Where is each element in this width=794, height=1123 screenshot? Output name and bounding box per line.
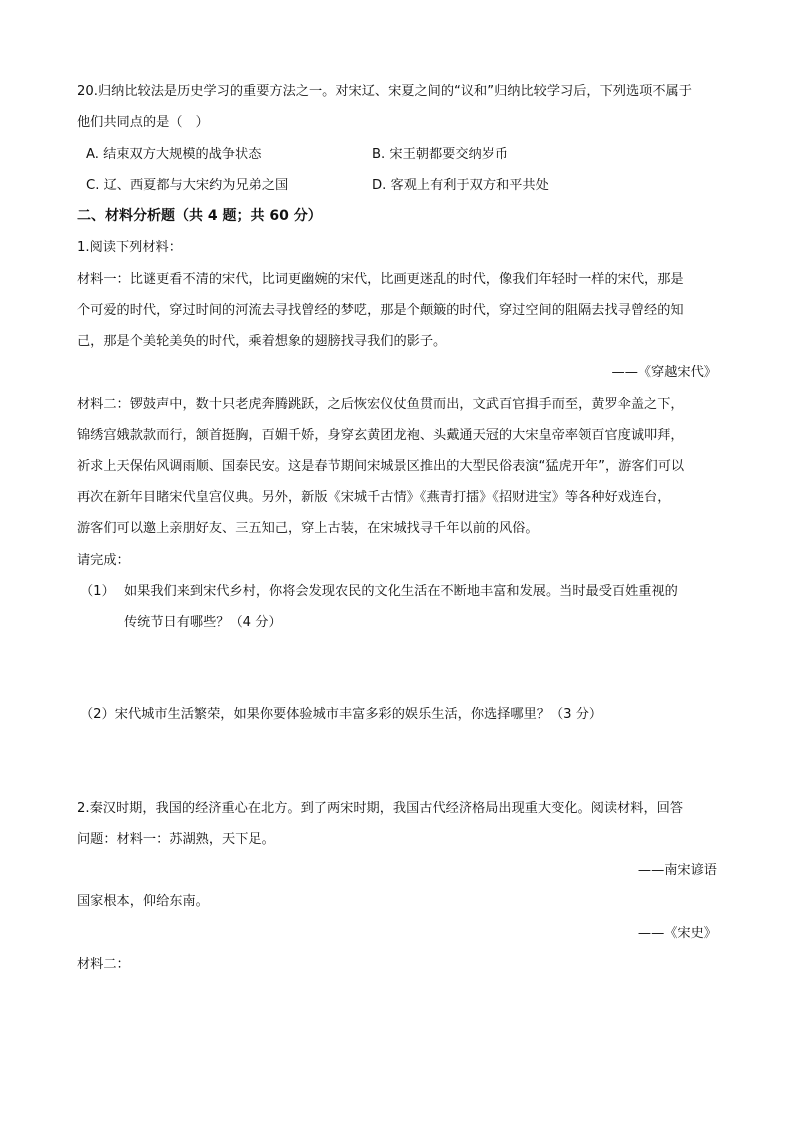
q1-material1-source: ——《穿越宋代》 <box>611 365 717 380</box>
q1-material2-line4: 再次在新年目睹宋代皇宫仪典。另外，新版《宋城千古情》《燕青打擂》《招财进宝》等各种好戏连台， <box>77 490 671 505</box>
q2-line2: 问题：材料一：苏湖熟，天下足。 <box>77 832 275 847</box>
q1-prompt: 请完成： <box>77 553 130 568</box>
q20-option-d: D. 客观上有利于双方和平共处 <box>372 178 549 193</box>
q1-sub1-line2: 传统节日有哪些？（4 分） <box>124 615 282 630</box>
q1-material1-line2: 个可爱的时代，穿过时间的河流去寻找曾经的梦呓，那是个颠簸的时代，穿过空间的阻隔去找寻曾经的知 <box>77 303 684 318</box>
q1-sub1-number: （1） <box>80 584 115 599</box>
q2-source2: ——《宋史》 <box>637 926 717 941</box>
q1-material1-line3: 己，那是个美轮美奂的时代，乘着想象的翅膀找寻我们的影子。 <box>77 334 447 349</box>
q1-sub2: （2）宋代城市生活繁荣，如果你要体验城市丰富多彩的娱乐生活，你选择哪里？（3 分） <box>80 707 603 722</box>
q2-material2-label: 材料二： <box>77 957 130 972</box>
q20-option-c: C. 辽、西夏都与大宋约为兄弟之国 <box>86 178 289 193</box>
q1-intro: 1.阅读下列材料： <box>77 240 182 255</box>
section-heading: 二、材料分析题（共 4 题；共 60 分） <box>77 208 322 224</box>
q20-option-b: B. 宋王朝都要交纳岁币 <box>372 147 509 162</box>
q1-sub1-line1: 如果我们来到宋代乡村，你将会发现农民的文化生活在不断地丰富和发展。当时最受百姓重视的 <box>124 584 678 599</box>
q20-option-a: A. 结束双方大规模的战争状态 <box>86 147 262 162</box>
q1-material2-line5: 游客们可以邀上亲朋好友、三五知己，穿上古装，在宋城找寻千年以前的风俗。 <box>77 521 539 536</box>
q1-material1-line1: 材料一：比谜更看不清的宋代，比词更幽婉的宋代，比画更迷乱的时代，像我们年轻时一样的宋代，那是 <box>77 272 684 287</box>
q20-stem-line1: 20.归纳比较法是历史学习的重要方法之一。对宋辽、宋夏之间的“议和”归纳比较学习后，下列选项不属于 <box>77 84 692 99</box>
q2-source1: ——南宋谚语 <box>637 863 717 878</box>
q2-line1: 2.秦汉时期，我国的经济重心在北方。到了两宋时期，我国古代经济格局出现重大变化。阅读材料，回答 <box>77 801 684 816</box>
q1-material2-line3: 祈求上天保佑风调雨顺、国泰民安。这是春节期间宋城景区推出的大型民俗表演“猛虎开年”，游客们可以 <box>77 459 685 474</box>
q1-material2-line2: 锦绣宫娥款款而行，颔首挺胸，百媚千娇，身穿玄黄团龙袍、头戴通天冠的大宋皇帝率领百官度诚叩拜， <box>77 428 684 443</box>
q20-stem-line2: 他们共同点的是（ ） <box>77 115 209 130</box>
q2-line3: 国家根本，仰给东南。 <box>77 894 209 909</box>
q1-material2-line1: 材料二：锣鼓声中，数十只老虎奔腾跳跃，之后恢宏仪仗鱼贯而出，文武百官揖手而至，黄罗伞盖之下， <box>77 397 684 412</box>
